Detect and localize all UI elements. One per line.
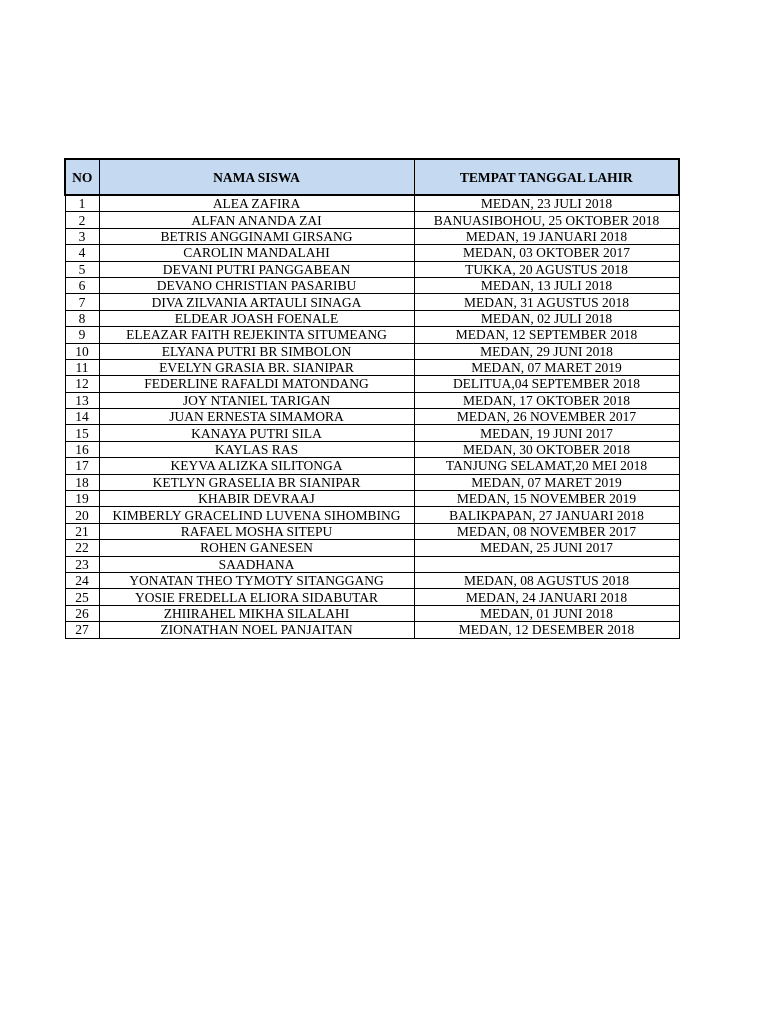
- cell-no: 5: [65, 261, 99, 277]
- cell-no: 24: [65, 572, 99, 588]
- cell-birth: MEDAN, 31 AGUSTUS 2018: [414, 294, 679, 310]
- table-row: [65, 572, 679, 588]
- cell-birth: MEDAN, 02 JULI 2018: [414, 310, 679, 326]
- cell-name: KHABIR DEVRAAJ: [99, 491, 414, 507]
- cell-birth: [414, 556, 679, 572]
- cell-no: 9: [65, 327, 99, 343]
- cell-name: KIMBERLY GRACELIND LUVENA SIHOMBING: [99, 507, 414, 523]
- table-row: [65, 277, 679, 293]
- table-row: [65, 310, 679, 326]
- table-row: [65, 228, 679, 244]
- table-row: [65, 195, 679, 212]
- table-row: [65, 327, 679, 343]
- table-row: [65, 491, 679, 507]
- cell-no: 15: [65, 425, 99, 441]
- cell-no: 6: [65, 277, 99, 293]
- cell-birth: MEDAN, 25 JUNI 2017: [414, 540, 679, 556]
- cell-no: 3: [65, 228, 99, 244]
- cell-birth: MEDAN, 19 JUNI 2017: [414, 425, 679, 441]
- cell-name: ALFAN ANANDA ZAI: [99, 212, 414, 228]
- table-row: [65, 359, 679, 375]
- table-row: [65, 409, 679, 425]
- cell-name: EVELYN GRASIA BR. SIANIPAR: [99, 359, 414, 375]
- cell-name: BETRIS ANGGINAMI GIRSANG: [99, 228, 414, 244]
- table-row: [65, 425, 679, 441]
- table-row: [65, 458, 679, 474]
- cell-name: YOSIE FREDELLA ELIORA SIDABUTAR: [99, 589, 414, 605]
- student-table: [64, 158, 680, 639]
- cell-birth: MEDAN, 07 MARET 2019: [414, 359, 679, 375]
- table-row: [65, 622, 679, 638]
- cell-birth: MEDAN, 19 JANUARI 2018: [414, 228, 679, 244]
- table-row: [65, 212, 679, 228]
- cell-name: KETLYN GRASELIA BR SIANIPAR: [99, 474, 414, 490]
- cell-no: 1: [65, 195, 99, 212]
- cell-no: 11: [65, 359, 99, 375]
- cell-name: ELEAZAR FAITH REJEKINTA SITUMEANG: [99, 327, 414, 343]
- cell-birth: MEDAN, 01 JUNI 2018: [414, 605, 679, 621]
- table-body: [65, 195, 679, 638]
- cell-no: 2: [65, 212, 99, 228]
- cell-name: DEVANI PUTRI PANGGABEAN: [99, 261, 414, 277]
- cell-name: ROHEN GANESEN: [99, 540, 414, 556]
- cell-birth: MEDAN, 08 AGUSTUS 2018: [414, 572, 679, 588]
- cell-no: 21: [65, 523, 99, 539]
- table-row: [65, 507, 679, 523]
- cell-no: 17: [65, 458, 99, 474]
- cell-name: KAYLAS RAS: [99, 441, 414, 457]
- cell-no: 16: [65, 441, 99, 457]
- table-row: [65, 376, 679, 392]
- cell-birth: MEDAN, 03 OKTOBER 2017: [414, 245, 679, 261]
- cell-birth: MEDAN, 17 OKTOBER 2018: [414, 392, 679, 408]
- table-row: [65, 245, 679, 261]
- cell-name: KANAYA PUTRI SILA: [99, 425, 414, 441]
- cell-no: 10: [65, 343, 99, 359]
- cell-no: 7: [65, 294, 99, 310]
- cell-birth: TANJUNG SELAMAT,20 MEI 2018: [414, 458, 679, 474]
- cell-no: 23: [65, 556, 99, 572]
- header-no: NO: [65, 159, 99, 195]
- cell-name: ELYANA PUTRI BR SIMBOLON: [99, 343, 414, 359]
- cell-no: 27: [65, 622, 99, 638]
- table-row: [65, 261, 679, 277]
- cell-name: RAFAEL MOSHA SITEPU: [99, 523, 414, 539]
- cell-name: DEVANO CHRISTIAN PASARIBU: [99, 277, 414, 293]
- cell-no: 4: [65, 245, 99, 261]
- cell-no: 20: [65, 507, 99, 523]
- table-row: [65, 474, 679, 490]
- cell-birth: MEDAN, 15 NOVEMBER 2019: [414, 491, 679, 507]
- table-header: [65, 159, 679, 195]
- table-row: [65, 605, 679, 621]
- cell-birth: BALIKPAPAN, 27 JANUARI 2018: [414, 507, 679, 523]
- cell-name: JUAN ERNESTA SIMAMORA: [99, 409, 414, 425]
- table-row: [65, 441, 679, 457]
- header-row: [65, 159, 679, 195]
- cell-no: 18: [65, 474, 99, 490]
- cell-name: KEYVA ALIZKA SILITONGA: [99, 458, 414, 474]
- cell-birth: MEDAN, 24 JANUARI 2018: [414, 589, 679, 605]
- cell-no: 13: [65, 392, 99, 408]
- cell-birth: DELITUA,04 SEPTEMBER 2018: [414, 376, 679, 392]
- cell-birth: MEDAN, 12 SEPTEMBER 2018: [414, 327, 679, 343]
- cell-name: ZIONATHAN NOEL PANJAITAN: [99, 622, 414, 638]
- table-row: [65, 523, 679, 539]
- header-birth: TEMPAT TANGGAL LAHIR: [414, 159, 679, 195]
- table-row: [65, 556, 679, 572]
- cell-name: YONATAN THEO TYMOTY SITANGGANG: [99, 572, 414, 588]
- cell-birth: MEDAN, 07 MARET 2019: [414, 474, 679, 490]
- cell-birth: MEDAN, 26 NOVEMBER 2017: [414, 409, 679, 425]
- cell-name: DIVA ZILVANIA ARTAULI SINAGA: [99, 294, 414, 310]
- cell-birth: BANUASIBOHOU, 25 OKTOBER 2018: [414, 212, 679, 228]
- table-row: [65, 589, 679, 605]
- cell-name: ZHIIRAHEL MIKHA SILALAHI: [99, 605, 414, 621]
- cell-no: 19: [65, 491, 99, 507]
- cell-no: 22: [65, 540, 99, 556]
- table-row: [65, 294, 679, 310]
- cell-no: 26: [65, 605, 99, 621]
- cell-birth: MEDAN, 13 JULI 2018: [414, 277, 679, 293]
- cell-name: ALEA ZAFIRA: [99, 195, 414, 212]
- cell-birth: MEDAN, 23 JULI 2018: [414, 195, 679, 212]
- cell-birth: TUKKA, 20 AGUSTUS 2018: [414, 261, 679, 277]
- cell-birth: MEDAN, 30 OKTOBER 2018: [414, 441, 679, 457]
- cell-no: 25: [65, 589, 99, 605]
- cell-name: ELDEAR JOASH FOENALE: [99, 310, 414, 326]
- cell-birth: MEDAN, 29 JUNI 2018: [414, 343, 679, 359]
- header-name: NAMA SISWA: [99, 159, 414, 195]
- cell-no: 12: [65, 376, 99, 392]
- table-row: [65, 540, 679, 556]
- cell-name: FEDERLINE RAFALDI MATONDANG: [99, 376, 414, 392]
- cell-no: 8: [65, 310, 99, 326]
- cell-name: SAADHANA: [99, 556, 414, 572]
- cell-birth: MEDAN, 12 DESEMBER 2018: [414, 622, 679, 638]
- table-row: [65, 343, 679, 359]
- cell-birth: MEDAN, 08 NOVEMBER 2017: [414, 523, 679, 539]
- cell-name: JOY NTANIEL TARIGAN: [99, 392, 414, 408]
- cell-no: 14: [65, 409, 99, 425]
- cell-name: CAROLIN MANDALAHI: [99, 245, 414, 261]
- table-row: [65, 392, 679, 408]
